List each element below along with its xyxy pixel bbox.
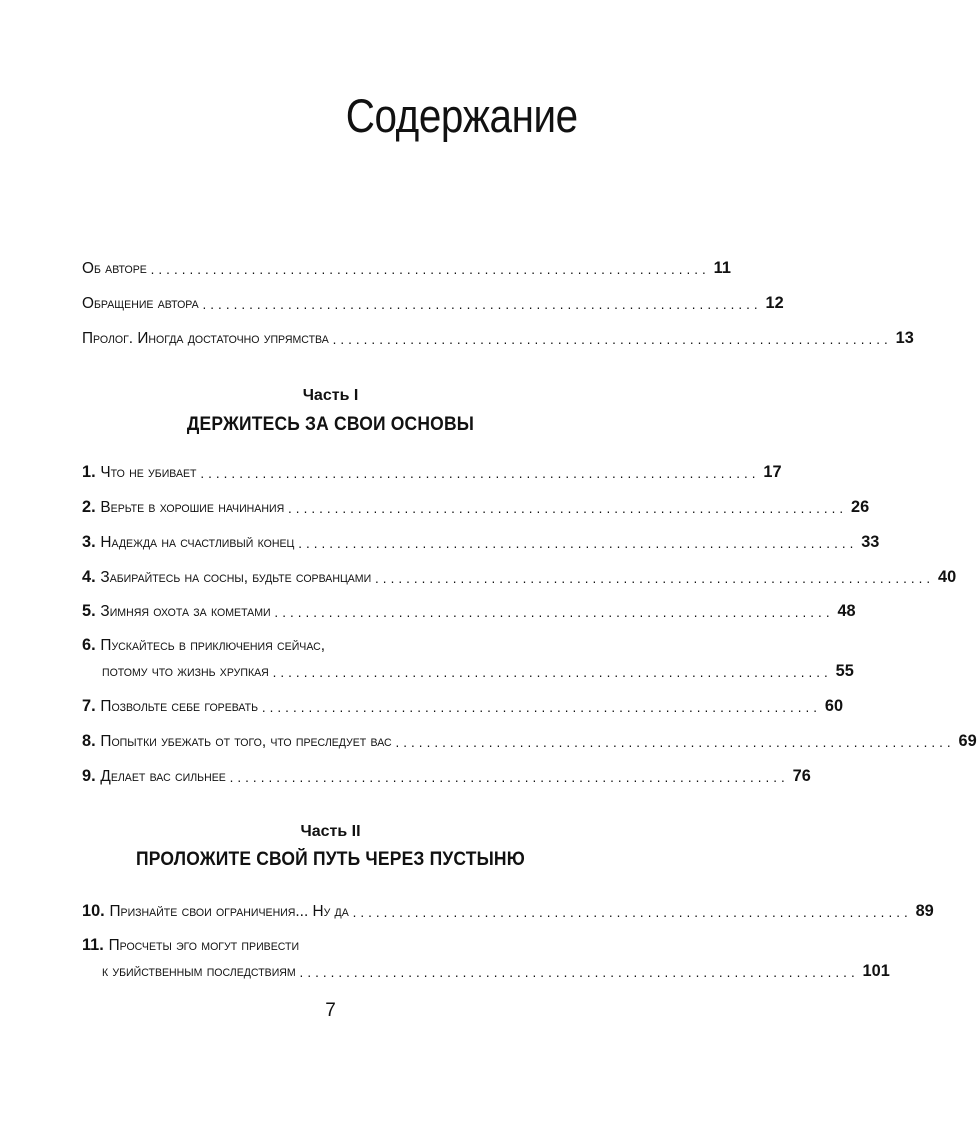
toc-entry-text: Что не убивает <box>100 464 197 481</box>
toc-leader: ........................................................................ <box>202 296 762 312</box>
toc-leader: ........................................................................ <box>274 604 834 620</box>
toc-entry <box>102 657 854 681</box>
chapter-number: 3. <box>82 532 96 551</box>
chapter-number: 4. <box>82 567 96 586</box>
toc-leader: ........................................................................ <box>272 664 832 680</box>
toc-entry <box>82 897 934 921</box>
chapter-number: 10. <box>82 901 105 920</box>
toc-leader: ........................................................................ <box>200 465 760 481</box>
toc-entry-first-line <box>82 631 559 655</box>
toc-entry <box>82 692 844 716</box>
chapter-number: 2. <box>82 497 96 516</box>
toc-leader: ........................................................................ <box>299 964 859 980</box>
toc-page-number: 17 <box>763 462 782 481</box>
toc-entry <box>82 289 784 313</box>
chapter-number: 9. <box>82 766 96 785</box>
toc-entry <box>82 563 957 587</box>
toc-entry <box>82 324 914 348</box>
toc-entry-text: Делает вас сильнее <box>100 768 226 785</box>
toc-entry-text: Просчеты эго могут привести <box>108 937 300 954</box>
toc-leader: ........................................................................ <box>332 331 892 347</box>
chapter-number: 8. <box>82 731 96 750</box>
toc-leader: ........................................................................ <box>150 261 710 277</box>
toc-leader: ........................................................................ <box>352 904 912 920</box>
chapter-number: 1. <box>82 462 96 481</box>
toc-leader: ........................................................................ <box>298 535 858 551</box>
toc-entry <box>82 458 782 482</box>
toc-entry-text: Об авторе <box>82 260 147 277</box>
part-label: Часть I <box>302 387 359 404</box>
toc-entry-text: Пролог. Иногда достаточно упрямства <box>82 330 329 347</box>
toc-entry-text: Обращение автора <box>82 295 199 312</box>
toc-leader: ........................................................................ <box>395 734 955 750</box>
toc-leader: ........................................................................ <box>375 570 935 586</box>
toc-entry <box>102 957 890 981</box>
toc-leader: ........................................................................ <box>288 500 848 516</box>
page-title: Содержание <box>346 89 578 142</box>
toc-entry-text: Зимняя охота за кометами <box>100 603 271 620</box>
toc-entry-text: Позвольте себе горевать <box>100 698 259 715</box>
toc-page-number: 12 <box>765 293 784 312</box>
part-label: Часть II <box>300 823 361 840</box>
toc-page-number: 55 <box>835 661 854 680</box>
toc-entry-text-continued: к убийственным последствиям <box>102 963 296 980</box>
chapter-number: 11. <box>82 935 104 954</box>
page-number: 7 <box>325 1000 336 1021</box>
toc-page-number: 40 <box>938 567 957 586</box>
toc-leader: ........................................................................ <box>229 769 789 785</box>
toc-page-number: 69 <box>958 731 977 750</box>
chapter-number: 7. <box>82 696 96 715</box>
toc-entry-text: Пускайтесь в приключения сейчас, <box>100 637 326 654</box>
toc-page-number: 60 <box>824 696 844 715</box>
toc-page-number: 101 <box>862 961 890 980</box>
toc-entry-text: Надежда на счастливый конец <box>100 534 295 551</box>
toc-entry <box>82 597 856 621</box>
toc-page-number: 48 <box>837 601 856 620</box>
toc-leader: ........................................................................ <box>261 699 822 715</box>
toc-page-number: 11 <box>713 258 731 277</box>
part-title: ДЕРЖИТЕСЬ ЗА СВОИ ОСНОВЫ <box>186 414 475 435</box>
chapter-number: 6. <box>82 635 96 654</box>
toc-page-number: 76 <box>792 766 811 785</box>
toc-entry <box>82 493 870 517</box>
toc-page-number: 89 <box>915 901 934 920</box>
toc-entry-text: Признайте свои ограничения... Ну да <box>109 903 349 920</box>
toc-entry <box>82 762 811 786</box>
toc-entry <box>82 254 731 278</box>
part-title: ПРОЛОЖИТЕ СВОЙ ПУТЬ ЧЕРЕЗ ПУСТЫНЮ <box>136 849 525 870</box>
toc-page-number: 13 <box>895 328 914 347</box>
toc-entry-text-continued: потому что жизнь хрупкая <box>102 663 269 680</box>
toc-page-number: 26 <box>851 497 870 516</box>
chapter-number: 5. <box>82 601 96 620</box>
toc-page-number: 33 <box>861 532 880 551</box>
toc-entry-text: Попытки убежать от того, что преследует вас <box>100 733 392 750</box>
toc-entry-text: Верьте в хорошие начинания <box>100 499 285 516</box>
toc-entry <box>82 727 977 751</box>
toc-entry <box>82 528 880 552</box>
toc-entry-text: Забирайтесь на сосны, будьте сорванцами <box>100 569 372 586</box>
toc-entry-first-line <box>82 931 559 955</box>
